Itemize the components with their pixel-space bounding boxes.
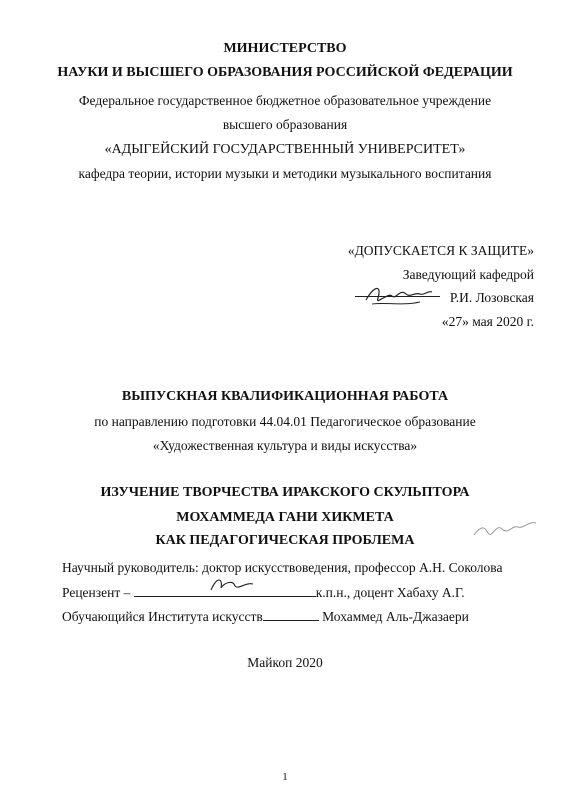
reviewer-value: к.п.н., доцент Хабаху А.Г. — [315, 585, 465, 600]
approval-date: «27» мая 2020 г. — [441, 314, 534, 329]
approval-signature — [362, 282, 442, 312]
work-type: ВЫПУСКНАЯ КВАЛИФИКАЦИОННАЯ РАБОТА — [121, 389, 449, 404]
supervisor-label: Научный руководитель: — [62, 560, 199, 575]
supervisor-line — [62, 560, 502, 576]
supervisor-signature — [470, 515, 540, 545]
student-value: Мохаммед Аль-Джазаери — [322, 609, 469, 624]
ministry-title: МИНИСТЕРСТВО — [223, 41, 347, 56]
ministry-subtitle: НАУКИ И ВЫСШЕГО ОБРАЗОВАНИЯ РОССИЙСКОЙ ФЕДЕРАЦИИ — [57, 65, 513, 80]
student-label: Обучающийся Института искусств — [62, 609, 263, 624]
supervisor-value: доктор искусствоведения, профессор А.Н. Соколова — [202, 560, 503, 575]
reviewer-signature — [205, 574, 265, 598]
approval-name: Р.И. Лозовская — [449, 290, 534, 305]
approval-role: Заведующий кафедрой — [402, 267, 534, 282]
work-direction: по направлению подготовки 44.04.01 Педагогическое образование — [94, 414, 476, 429]
student-signature-line — [263, 608, 319, 621]
work-title-line-1: ИЗУЧЕНИЕ ТВОРЧЕСТВА ИРАКСКОГО СКУЛЬПТОРА — [100, 485, 470, 500]
department-name: кафедра теории, истории музыки и методики музыкального воспитания — [78, 166, 492, 181]
reviewer-label: Рецензент – — [62, 585, 131, 600]
city-year: Майкоп 2020 — [247, 655, 323, 670]
work-title-line-3: КАК ПЕДАГОГИЧЕСКАЯ ПРОБЛЕМА — [155, 533, 415, 548]
work-profile: «Художественная культура и виды искусства» — [152, 438, 418, 453]
education-level: высшего образования — [222, 117, 348, 132]
student-line — [62, 608, 469, 625]
university-name: «АДЫГЕЙСКИЙ ГОСУДАРСТВЕННЫЙ УНИВЕРСИТЕТ» — [104, 142, 466, 157]
approval-title: «ДОПУСКАЕТСЯ К ЗАЩИТЕ» — [347, 243, 534, 258]
work-title-line-2: МОХАММЕДА ГАНИ ХИКМЕТА — [176, 510, 394, 525]
institution-type: Федеральное государственное бюджетное образовательное учреждение — [78, 93, 492, 108]
page-number: 1 — [282, 771, 288, 783]
